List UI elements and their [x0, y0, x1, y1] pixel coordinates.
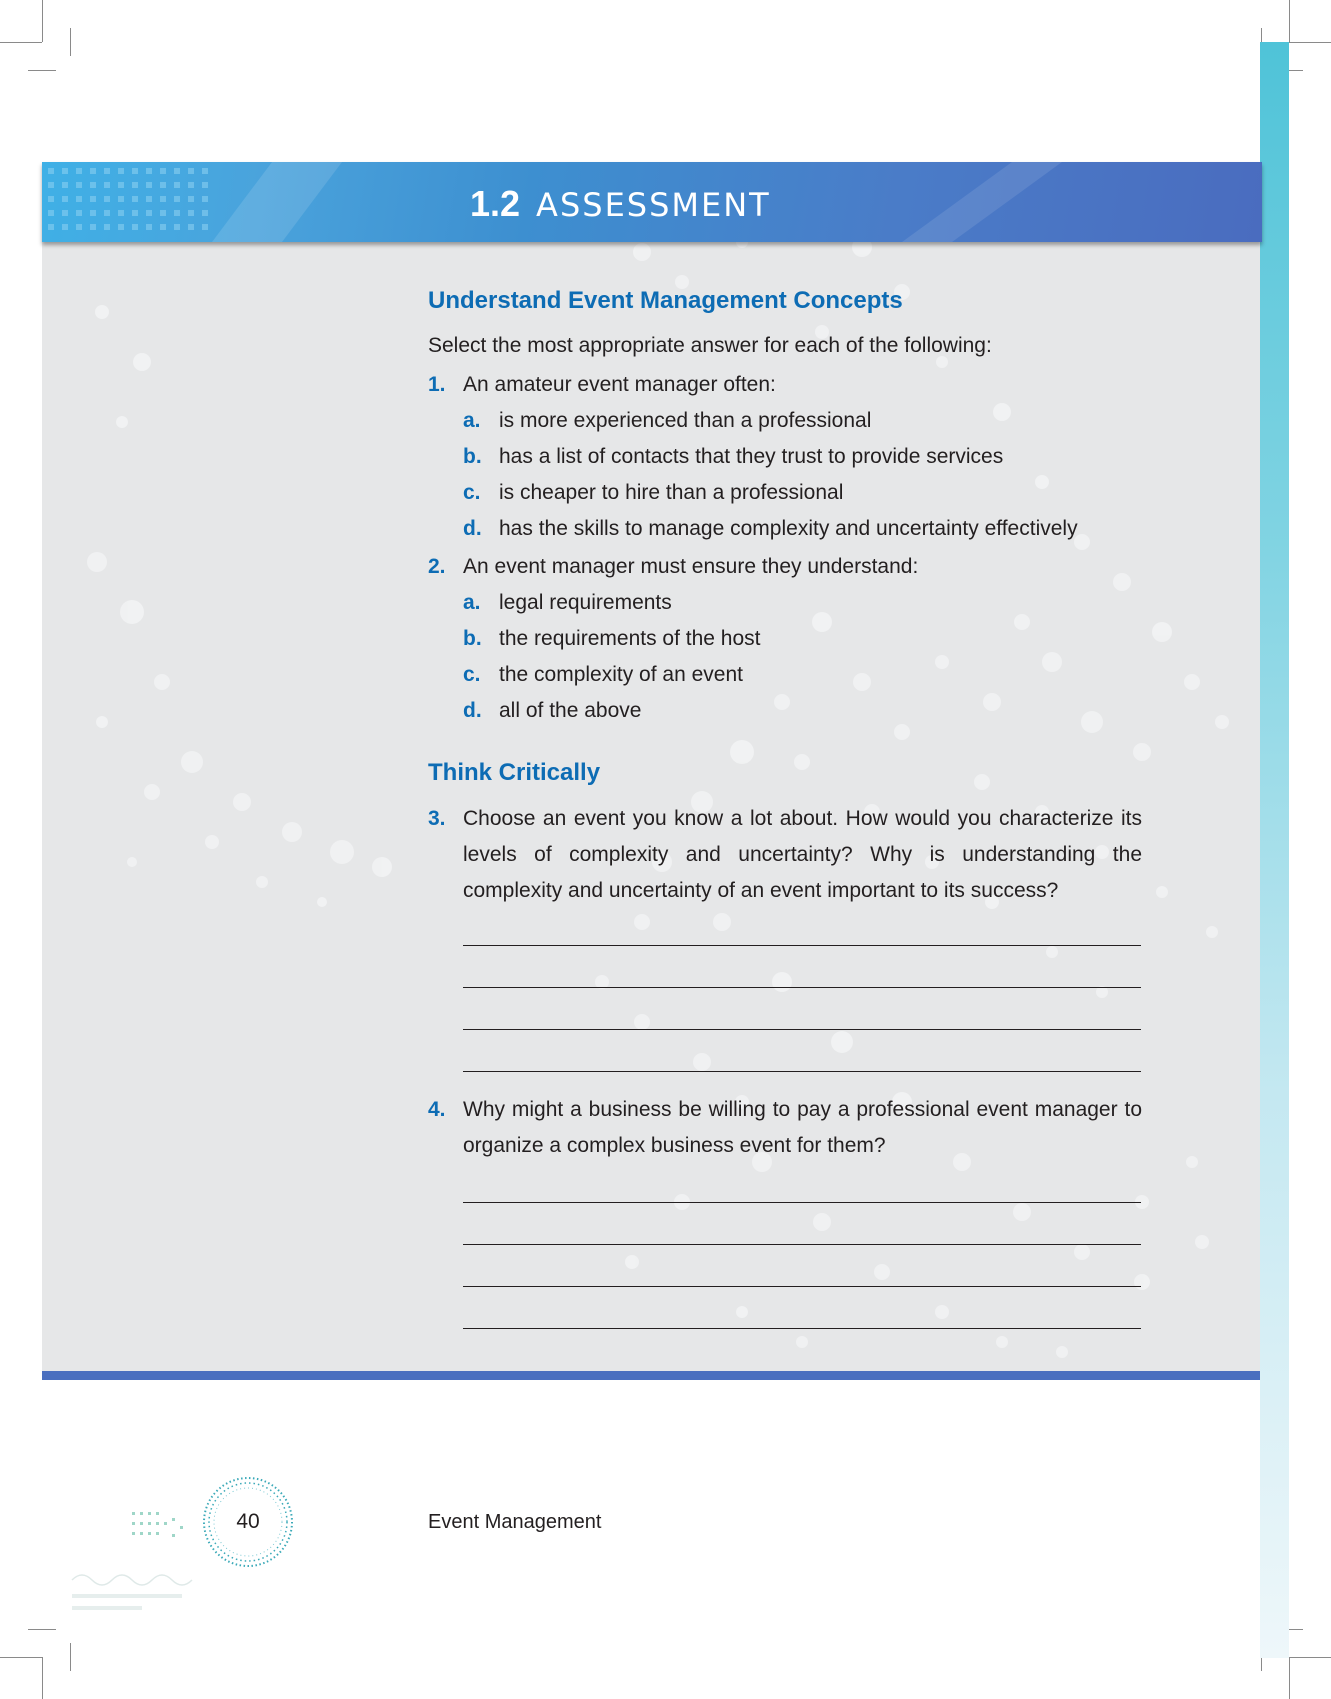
- option-text: is more experienced than a professional: [499, 409, 872, 432]
- answer-line[interactable]: [463, 1202, 1141, 1203]
- crop-mark: [1289, 1657, 1290, 1699]
- option-text: has the skills to manage complexity and uncertainty effectively: [499, 517, 1078, 540]
- question-3: [428, 801, 1142, 909]
- answer-lines-q4[interactable]: [428, 1202, 1142, 1329]
- part2-heading: Think Critically: [428, 759, 601, 786]
- instructions: Select the most appropriate answer for each of the following:: [428, 334, 992, 357]
- option-letter: c.: [463, 663, 481, 686]
- answer-line[interactable]: [463, 1029, 1141, 1030]
- answer-lines-q3[interactable]: [428, 945, 1142, 1072]
- page-number: 40: [236, 1510, 260, 1533]
- banner-pixel-pattern: [42, 162, 342, 242]
- section-title: [470, 182, 771, 226]
- option-a[interactable]: [463, 403, 1142, 439]
- question-number: 3.: [428, 807, 446, 830]
- banner-light-streak: [862, 162, 1062, 242]
- option-text: the complexity of an event: [499, 663, 743, 686]
- question-text: An amateur event manager often:: [463, 373, 776, 396]
- logo-dots-icon: [130, 1510, 210, 1546]
- crop-mark: [42, 1657, 43, 1699]
- question-text: An event manager must ensure they understand:: [463, 555, 919, 578]
- crop-mark: [0, 1657, 42, 1658]
- option-b[interactable]: [463, 439, 1142, 475]
- question-1: [428, 367, 1142, 547]
- question-text: Choose an event you know a lot about. How would you characterize its levels of complexity and uncertainty? Why is understanding the complexity and uncertainty of an event important to its success?: [463, 807, 1142, 902]
- book-title: Event Management: [428, 1511, 602, 1533]
- assessment-content: [428, 283, 1142, 1329]
- question-4: [428, 1092, 1142, 1164]
- option-letter: a.: [463, 591, 481, 614]
- option-d[interactable]: [463, 511, 1142, 547]
- option-letter: a.: [463, 409, 481, 432]
- option-letter: b.: [463, 445, 482, 468]
- ministry-logo-watermark: [68, 1566, 208, 1624]
- answer-line[interactable]: [463, 1244, 1141, 1245]
- question-text: Why might a business be willing to pay a professional event manager to organize a complex business event for them?: [463, 1098, 1142, 1157]
- option-text: is cheaper to hire than a professional: [499, 481, 844, 504]
- section-heading: ASSESSMENT: [536, 186, 771, 224]
- option-a[interactable]: [463, 585, 1142, 621]
- answer-options: [463, 585, 1142, 729]
- side-color-strip: [1260, 42, 1289, 1658]
- question-number: 1.: [428, 373, 446, 396]
- crop-mark: [28, 70, 56, 71]
- crop-mark: [0, 42, 42, 43]
- answer-options: [463, 403, 1142, 547]
- crop-mark: [28, 1629, 56, 1630]
- option-letter: d.: [463, 517, 482, 540]
- answer-line[interactable]: [463, 945, 1141, 946]
- option-c[interactable]: [463, 657, 1142, 693]
- crop-mark: [1289, 0, 1290, 42]
- answer-line[interactable]: [463, 1286, 1141, 1287]
- option-c[interactable]: [463, 475, 1142, 511]
- crop-mark: [42, 0, 43, 42]
- option-text: the requirements of the host: [499, 627, 761, 650]
- question-number: 4.: [428, 1098, 446, 1121]
- option-letter: b.: [463, 627, 482, 650]
- option-text: has a list of contacts that they trust to provide services: [499, 445, 1004, 468]
- option-text: legal requirements: [499, 591, 672, 614]
- crop-mark: [70, 28, 71, 56]
- section-number: 1.2: [470, 183, 521, 224]
- crop-mark: [1289, 1657, 1331, 1658]
- option-letter: d.: [463, 699, 482, 722]
- option-text: all of the above: [499, 699, 642, 722]
- option-d[interactable]: [463, 693, 1142, 729]
- option-letter: c.: [463, 481, 481, 504]
- question-2: [428, 549, 1142, 729]
- answer-line[interactable]: [463, 987, 1141, 988]
- option-b[interactable]: [463, 621, 1142, 657]
- section-banner: [42, 162, 1262, 242]
- answer-line[interactable]: [463, 1071, 1141, 1072]
- page-number-badge: [202, 1476, 294, 1568]
- question-number: 2.: [428, 555, 446, 578]
- answer-line[interactable]: [463, 1328, 1141, 1329]
- part1-heading: Understand Event Management Concepts: [428, 287, 903, 314]
- crop-mark: [1289, 42, 1331, 43]
- panel-bottom-bar: [42, 1371, 1260, 1380]
- crop-mark: [70, 1643, 71, 1671]
